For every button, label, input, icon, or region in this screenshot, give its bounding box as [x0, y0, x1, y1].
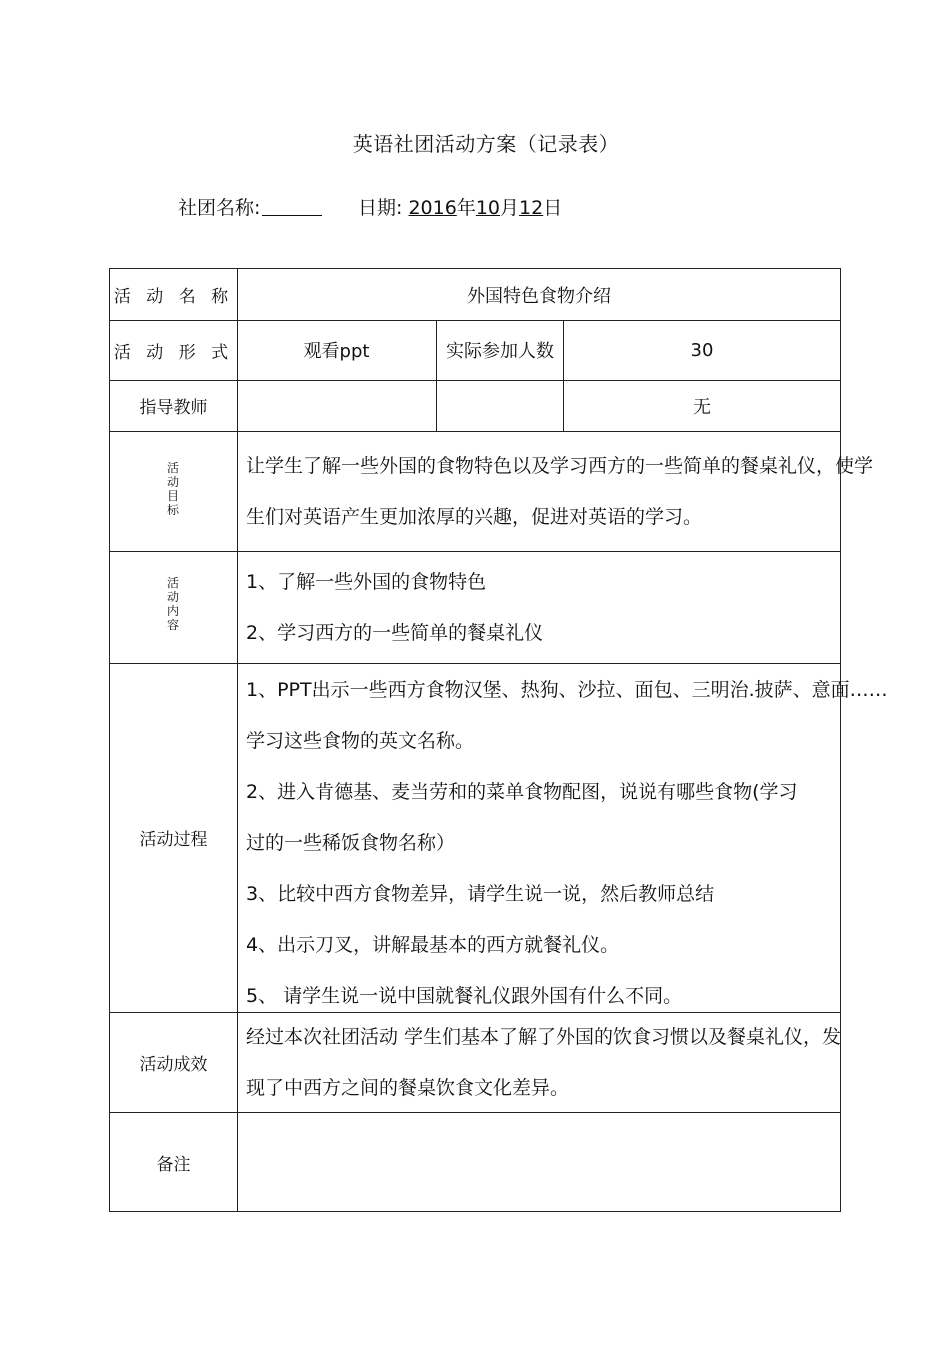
process-line: 学习这些食物的英文名称。	[246, 730, 475, 752]
date-day: 12	[519, 197, 544, 219]
column-divider	[436, 320, 437, 431]
date-month: 10	[475, 197, 501, 219]
content-label-char: 容	[166, 618, 179, 632]
content-label	[163, 576, 183, 632]
results-text	[246, 1012, 841, 1114]
process-label: 活动过程	[139, 830, 208, 850]
goal-label-char: 标	[166, 503, 179, 517]
date-field	[358, 193, 562, 220]
goal-label-char: 活	[166, 461, 179, 475]
date-month-unit: 月	[500, 197, 520, 219]
content-label-char: 动	[166, 590, 179, 604]
activity-form-value: 观看ppt	[303, 341, 370, 362]
club-name-field	[178, 193, 322, 220]
process-line: 1、PPT出示一些西方食物汉堡、热狗、沙拉、面包、三明治.披萨、意面……	[246, 679, 888, 701]
results-line: 经过本次社团活动 学生们基本了解了外国的饮食习惯以及餐桌礼仪，发	[246, 1026, 842, 1048]
goal-line: 让学生了解一些外国的食物特色以及学习西方的一些简单的餐桌礼仪，使学	[246, 455, 874, 477]
process-line: 4、出示刀叉，讲解最基本的西方就餐礼仪。	[246, 934, 620, 956]
goal-label-char: 目	[166, 489, 179, 503]
process-line: 2、进入肯德基、麦当劳和的菜单食物配图，说说有哪些食物(学习	[246, 781, 798, 803]
process-line: 3、比较中西方食物差异，请学生说一说，然后教师总结	[246, 883, 715, 905]
goal-label-char: 动	[166, 475, 179, 489]
process-line: 过的一些稀饭食物名称）	[246, 832, 456, 854]
content-label-char: 内	[166, 604, 179, 618]
content-line: 2、学习西方的一些简单的餐桌礼仪	[246, 622, 544, 644]
instructor-value: 无	[693, 396, 711, 418]
date-year: 2016	[408, 197, 457, 219]
row-divider	[110, 551, 840, 552]
results-line: 现了中西方之间的餐桌饮食文化差异。	[246, 1077, 570, 1099]
club-name-label: 社团名称:	[178, 197, 261, 219]
goal-text	[246, 441, 873, 543]
content-line: 1、了解一些外国的食物特色	[246, 571, 487, 593]
process-line: 5、 请学生说一说中国就餐礼仪跟外国有什么不同。	[246, 985, 683, 1007]
goal-label	[163, 461, 183, 517]
row-divider	[110, 431, 840, 432]
activity-record-table	[109, 268, 888, 1212]
column-divider	[237, 269, 238, 1212]
participants-value: 30	[690, 339, 714, 361]
activity-form-label: 活 动 形 式	[113, 342, 234, 363]
process-text	[246, 665, 888, 1022]
club-name-blank	[262, 197, 322, 216]
activity-name-label: 活 动 名 称	[113, 287, 234, 307]
date-day-unit: 日	[543, 197, 563, 219]
content-label-char: 活	[166, 576, 179, 590]
notes-label: 备注	[156, 1154, 191, 1175]
participants-label: 实际参加人数	[446, 341, 554, 362]
content-text	[246, 557, 543, 659]
results-label: 活动成效	[139, 1054, 208, 1075]
instructor-label: 指导教师	[139, 398, 208, 418]
activity-name-value: 外国特色食物介绍	[467, 285, 611, 307]
date-label: 日期:	[358, 197, 403, 219]
page-title: 英语社团活动方案（记录表）	[352, 132, 620, 156]
goal-line: 生们对英语产生更加浓厚的兴趣，促进对英语的学习。	[246, 506, 703, 528]
date-year-unit: 年	[456, 197, 476, 219]
notes-value	[237, 1112, 841, 1212]
